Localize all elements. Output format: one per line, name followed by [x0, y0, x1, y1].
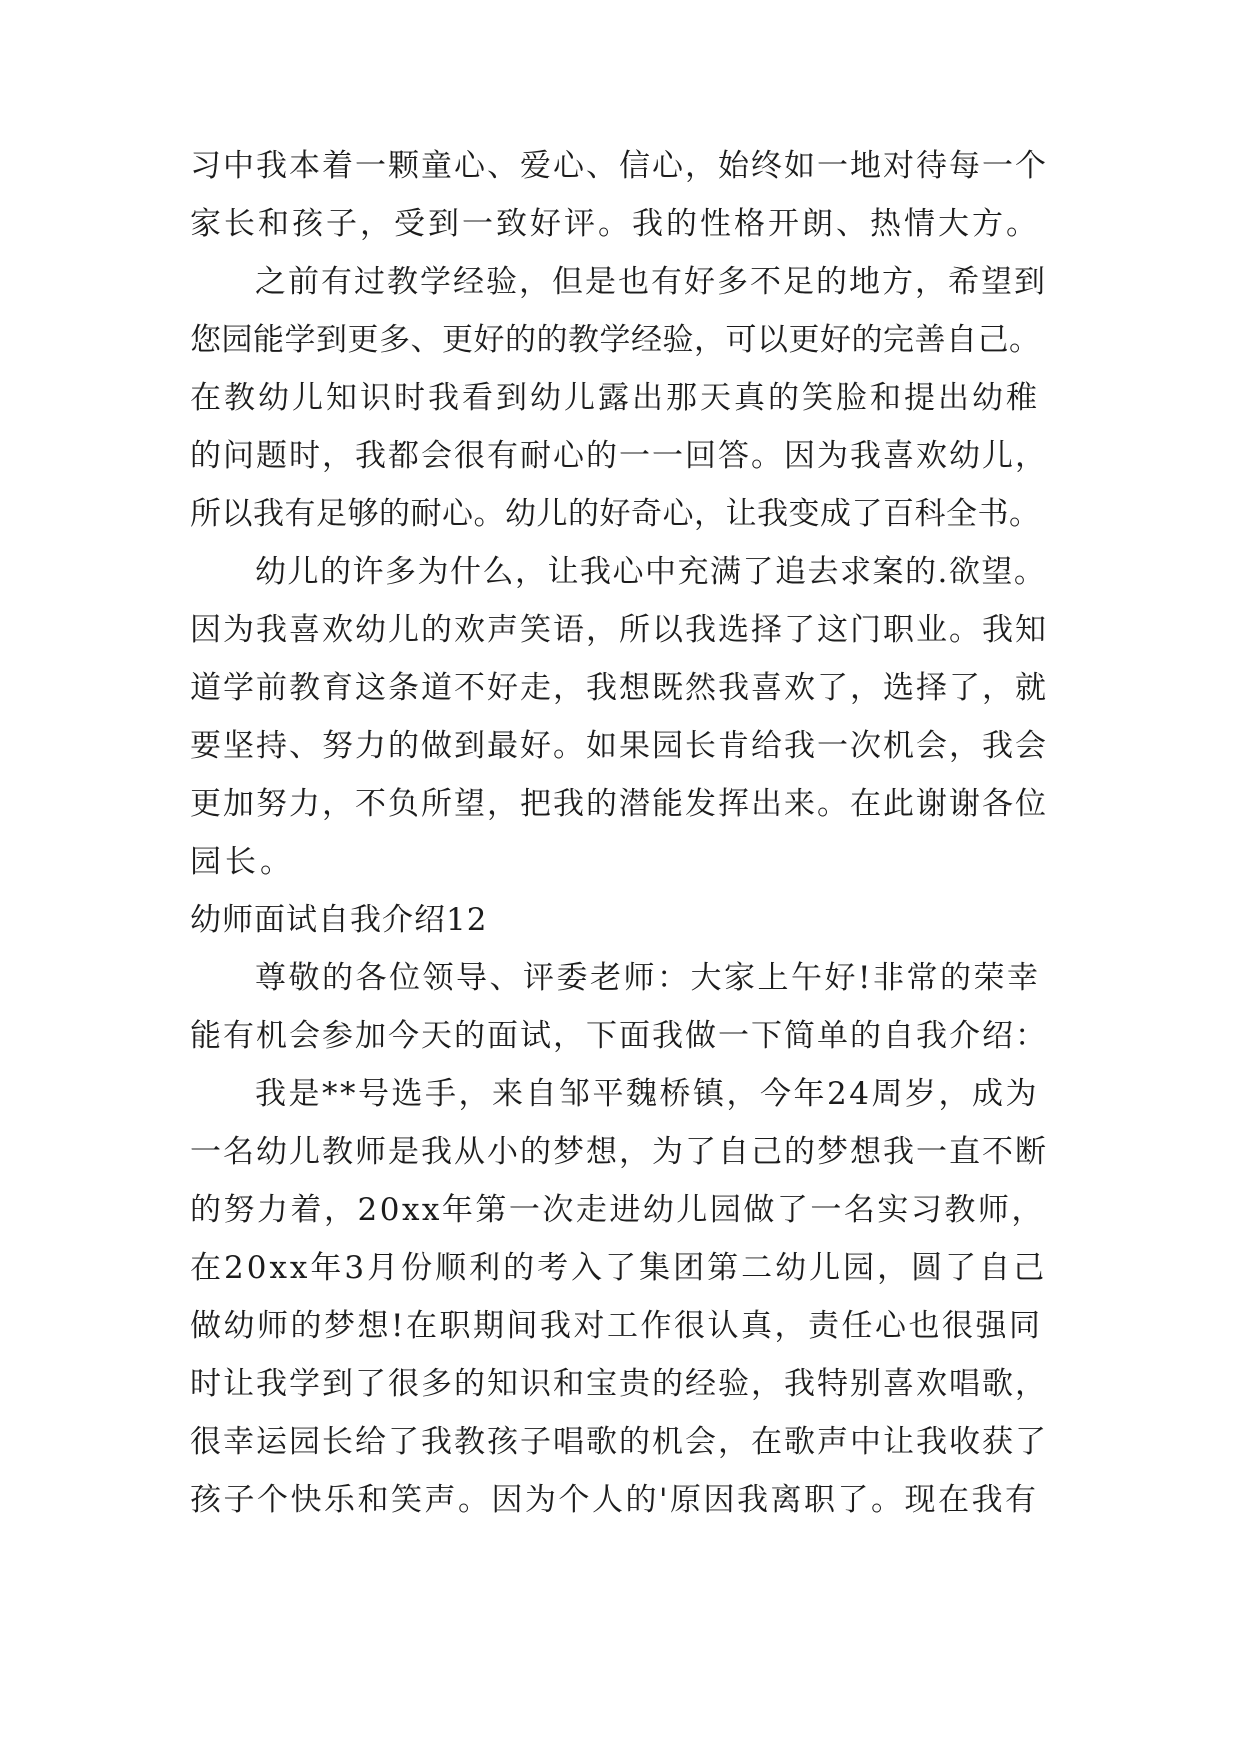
text-line: 您园能学到更多、更好的的教学经验，可以更好的完善自己。	[190, 322, 1041, 358]
paragraph-first-line: 幼儿的许多为什么，让我心中充满了追去求案的.欲望。	[255, 554, 1047, 590]
text-line: 的问题时，我都会很有耐心的一一回答。因为我喜欢幼儿，	[190, 438, 1048, 474]
text-line: 更加努力，不负所望，把我的潜能发挥出来。在此谢谢各位	[190, 786, 1048, 822]
text-line: 做幼师的梦想!在职期间我对工作很认真，责任心也很强同	[190, 1308, 1043, 1344]
section-heading: 幼师面试自我介绍12	[190, 902, 488, 938]
text-line: 要坚持、努力的做到最好。如果园长肯给我一次机会，我会	[190, 728, 1048, 764]
paragraph-first-line: 尊敬的各位领导、评委老师：大家上午好!非常的荣幸	[255, 960, 1041, 996]
text-line: 孩子个快乐和笑声。因为个人的'原因我离职了。现在我有	[190, 1482, 1039, 1518]
text-line: 家长和孩子，受到一致好评。我的性格开朗、热情大方。	[190, 206, 1040, 242]
paragraph-first-line: 之前有过教学经验，但是也有好多不足的地方，希望到	[255, 264, 1047, 300]
text-line: 的努力着，20xx年第一次走进幼儿园做了一名实习教师，	[190, 1192, 1045, 1228]
text-line: 道学前教育这条道不好走，我想既然我喜欢了，选择了，就	[190, 670, 1048, 706]
text-line: 在20xx年3月份顺利的考入了集团第二幼儿园，圆了自己	[190, 1250, 1048, 1286]
text-line: 在教幼儿知识时我看到幼儿露出那天真的笑脸和提出幼稚	[190, 380, 1040, 416]
text-line: 很幸运园长给了我教孩子唱歌的机会，在歌声中让我收获了	[190, 1424, 1048, 1460]
text-line: 园长。	[190, 844, 295, 880]
text-line: 因为我喜欢幼儿的欢声笑语，所以我选择了这门职业。我知	[190, 612, 1048, 648]
text-line: 一名幼儿教师是我从小的梦想，为了自己的梦想我一直不断	[190, 1134, 1048, 1170]
text-line: 习中我本着一颗童心、爱心、信心，始终如一地对待每一个	[190, 148, 1048, 184]
text-line: 能有机会参加今天的面试，下面我做一下简单的自我介绍：	[190, 1018, 1048, 1054]
text-line: 时让我学到了很多的知识和宝贵的经验，我特别喜欢唱歌，	[190, 1366, 1048, 1402]
paragraph-first-line: 我是**号选手，来自邹平魏桥镇，今年24周岁，成为	[255, 1076, 1039, 1112]
text-line: 所以我有足够的耐心。幼儿的好奇心，让我变成了百科全书。	[190, 496, 1041, 532]
